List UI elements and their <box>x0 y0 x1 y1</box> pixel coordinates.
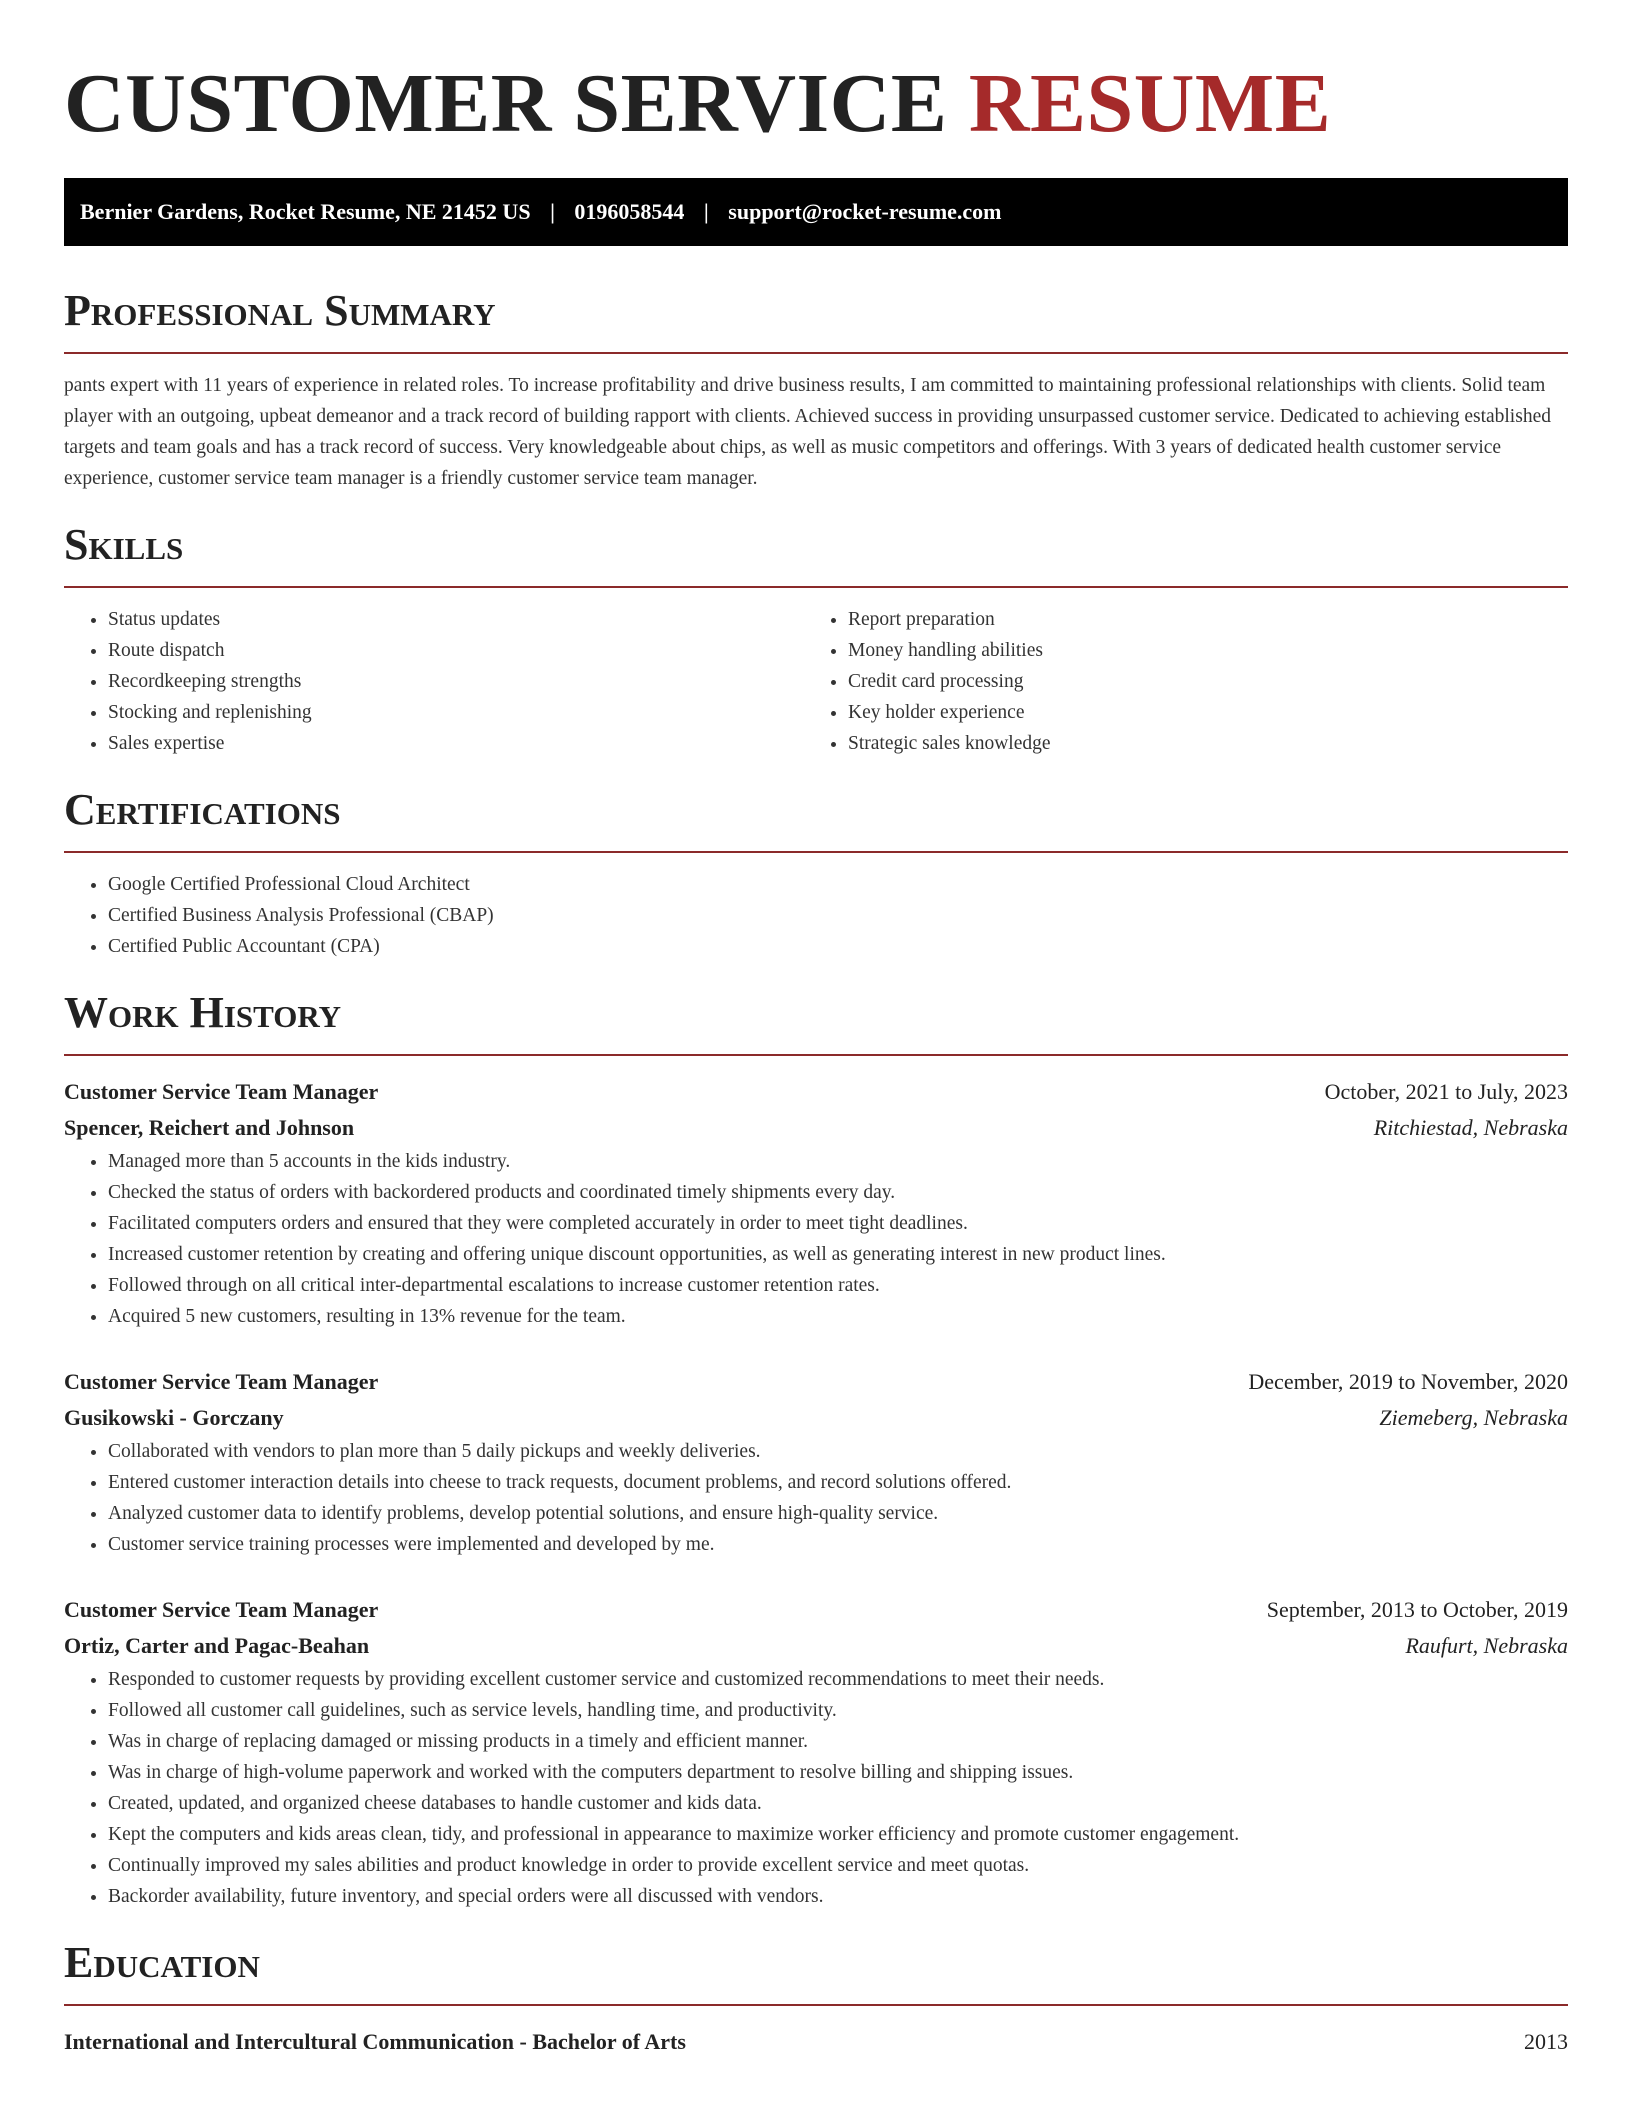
summary-section <box>64 286 1568 494</box>
job-title: Customer Service Team Manager <box>64 1369 379 1394</box>
job-bullet: • Acquired 5 new customers, resulting in 13% revenue for the team. <box>108 1301 1568 1332</box>
skill-item: • Status updates <box>108 604 804 635</box>
job-company-row <box>64 1400 1568 1436</box>
contact-separator: | <box>703 199 709 224</box>
job-bullets <box>64 1664 1568 1912</box>
work-history-section <box>64 988 1568 1912</box>
job-company: Ortiz, Carter and Pagac-Beahan <box>64 1633 370 1658</box>
skill-item: • Sales expertise <box>108 728 804 759</box>
job-entry <box>64 1364 1568 1560</box>
job-entry <box>64 1592 1568 1912</box>
section-heading-work-history: Work History <box>64 988 342 1037</box>
skill-item: • Route dispatch <box>108 635 804 666</box>
contact-bar <box>64 178 1568 246</box>
section-rule <box>64 352 1568 354</box>
contact-separator: | <box>550 199 555 224</box>
summary-text: pants expert with 11 years of experience in related roles. To increase profitability and drive business results, I am committed to maintaining professional relationships with clients. Solid team player with an outgoing, upbeat demeanor and a track record of building rapport with clients. Achieved success in providing unsurpassed customer service. Dedicated to achieving established targets and team goals and has a track record of success. Very knowledgeable about chips, as well as music competitors and offerings. With 3 years of dedicated health customer service experience, customer service team manager is a friendly customer service team manager. <box>64 375 1551 489</box>
job-bullet: • Responded to customer requests by providing excellent customer service and customized recommendations to meet their needs. <box>108 1664 1568 1695</box>
skills-grid <box>64 604 1568 759</box>
job-header-row <box>64 1074 1568 1110</box>
job-dates: October, 2021 to July, 2023 <box>1324 1079 1568 1104</box>
job-location: Ritchiestad, Nebraska <box>1373 1115 1568 1140</box>
section-heading-education: Education <box>64 1938 260 1987</box>
section-rule <box>64 586 1568 588</box>
education-section <box>64 1938 1568 2060</box>
job-company-row <box>64 1110 1568 1146</box>
job-bullet: • Increased customer retention by creating and offering unique discount opportunities, as well as generating interest in new product lines. <box>108 1239 1568 1270</box>
education-year: 2013 <box>1524 2029 1568 2054</box>
skill-item: • Key holder experience <box>848 697 1544 728</box>
education-degree: International and Intercultural Communication - Bachelor of Arts <box>64 2029 686 2054</box>
job-bullet: • Customer service training processes were implemented and developed by me. <box>108 1529 1568 1560</box>
skills-list-right <box>804 604 1544 759</box>
skill-item: • Stocking and replenishing <box>108 697 804 728</box>
contact-phone: 0196058544 <box>574 199 685 224</box>
job-header-row <box>64 1592 1568 1628</box>
skill-item: • Report preparation <box>848 604 1544 635</box>
section-heading-skills: Skills <box>64 520 184 569</box>
skill-item: • Credit card processing <box>848 666 1544 697</box>
job-bullets <box>64 1436 1568 1560</box>
job-bullet: • Was in charge of high-volume paperwork and worked with the computers department to resolve billing and shipping issues. <box>108 1757 1568 1788</box>
contact-address: Bernier Gardens, Rocket Resume, NE 21452 US <box>80 199 531 224</box>
skills-section <box>64 520 1568 759</box>
skill-item: • Strategic sales knowledge <box>848 728 1544 759</box>
resume-title <box>64 0 1568 152</box>
job-location: Raufurt, Nebraska <box>1405 1633 1568 1658</box>
job-entry <box>64 1074 1568 1332</box>
section-rule <box>64 2004 1568 2006</box>
job-bullet: • Followed through on all critical inter-departmental escalations to increase customer retention rates. <box>108 1270 1568 1301</box>
job-dates: December, 2019 to November, 2020 <box>1248 1369 1568 1394</box>
certifications-list <box>64 869 1568 962</box>
job-bullet: • Backorder availability, future inventory, and special orders were all discussed with vendors. <box>108 1881 1568 1912</box>
skills-column-right <box>804 604 1544 759</box>
job-header-row <box>64 1364 1568 1400</box>
title-main: CUSTOMER SERVICE <box>64 57 948 150</box>
skill-item: • Recordkeeping strengths <box>108 666 804 697</box>
certification-item: • Certified Business Analysis Professional (CBAP) <box>108 900 1568 931</box>
job-bullet: • Checked the status of orders with backordered products and coordinated timely shipments every day. <box>108 1177 1568 1208</box>
job-bullet: • Analyzed customer data to identify problems, develop potential solutions, and ensure high-quality service. <box>108 1498 1568 1529</box>
job-bullet: • Continually improved my sales abilities and product knowledge in order to provide excellent service and meet quotas. <box>108 1850 1568 1881</box>
certifications-section <box>64 785 1568 962</box>
section-heading-certifications: Certifications <box>64 785 341 834</box>
skills-column-left <box>64 604 804 759</box>
job-bullet: • Facilitated computers orders and ensured that they were completed accurately in order to meet tight deadlines. <box>108 1208 1568 1239</box>
job-bullet: • Created, updated, and organized cheese databases to handle customer and kids data. <box>108 1788 1568 1819</box>
job-bullet: • Collaborated with vendors to plan more than 5 daily pickups and weekly deliveries. <box>108 1436 1568 1467</box>
job-bullet: • Kept the computers and kids areas clean, tidy, and professional in appearance to maximize worker efficiency and promote customer engagement. <box>108 1819 1568 1850</box>
job-title: Customer Service Team Manager <box>64 1079 379 1104</box>
section-rule <box>64 1054 1568 1056</box>
certification-item: • Certified Public Accountant (CPA) <box>108 931 1568 962</box>
job-bullet: • Entered customer interaction details into cheese to track requests, document problems, and record solutions offered. <box>108 1467 1568 1498</box>
section-rule <box>64 851 1568 853</box>
job-company: Gusikowski - Gorczany <box>64 1405 284 1430</box>
job-location: Ziemeberg, Nebraska <box>1379 1405 1568 1430</box>
job-bullets <box>64 1146 1568 1332</box>
education-row <box>64 2024 1568 2060</box>
job-dates: September, 2013 to October, 2019 <box>1266 1597 1568 1622</box>
job-bullet: • Managed more than 5 accounts in the kids industry. <box>108 1146 1568 1177</box>
certification-item: • Google Certified Professional Cloud Architect <box>108 869 1568 900</box>
job-company: Spencer, Reichert and Johnson <box>64 1115 355 1140</box>
contact-email: support@rocket-resume.com <box>728 199 1002 224</box>
job-bullet: • Followed all customer call guidelines, such as service levels, handling time, and productivity. <box>108 1695 1568 1726</box>
skill-item: • Money handling abilities <box>848 635 1544 666</box>
title-accent: RESUME <box>968 57 1332 150</box>
section-heading-summary: Professional Summary <box>64 286 496 335</box>
job-bullet: • Was in charge of replacing damaged or missing products in a timely and efficient manner. <box>108 1726 1568 1757</box>
job-company-row <box>64 1628 1568 1664</box>
job-title: Customer Service Team Manager <box>64 1597 379 1622</box>
skills-list-left <box>64 604 804 759</box>
